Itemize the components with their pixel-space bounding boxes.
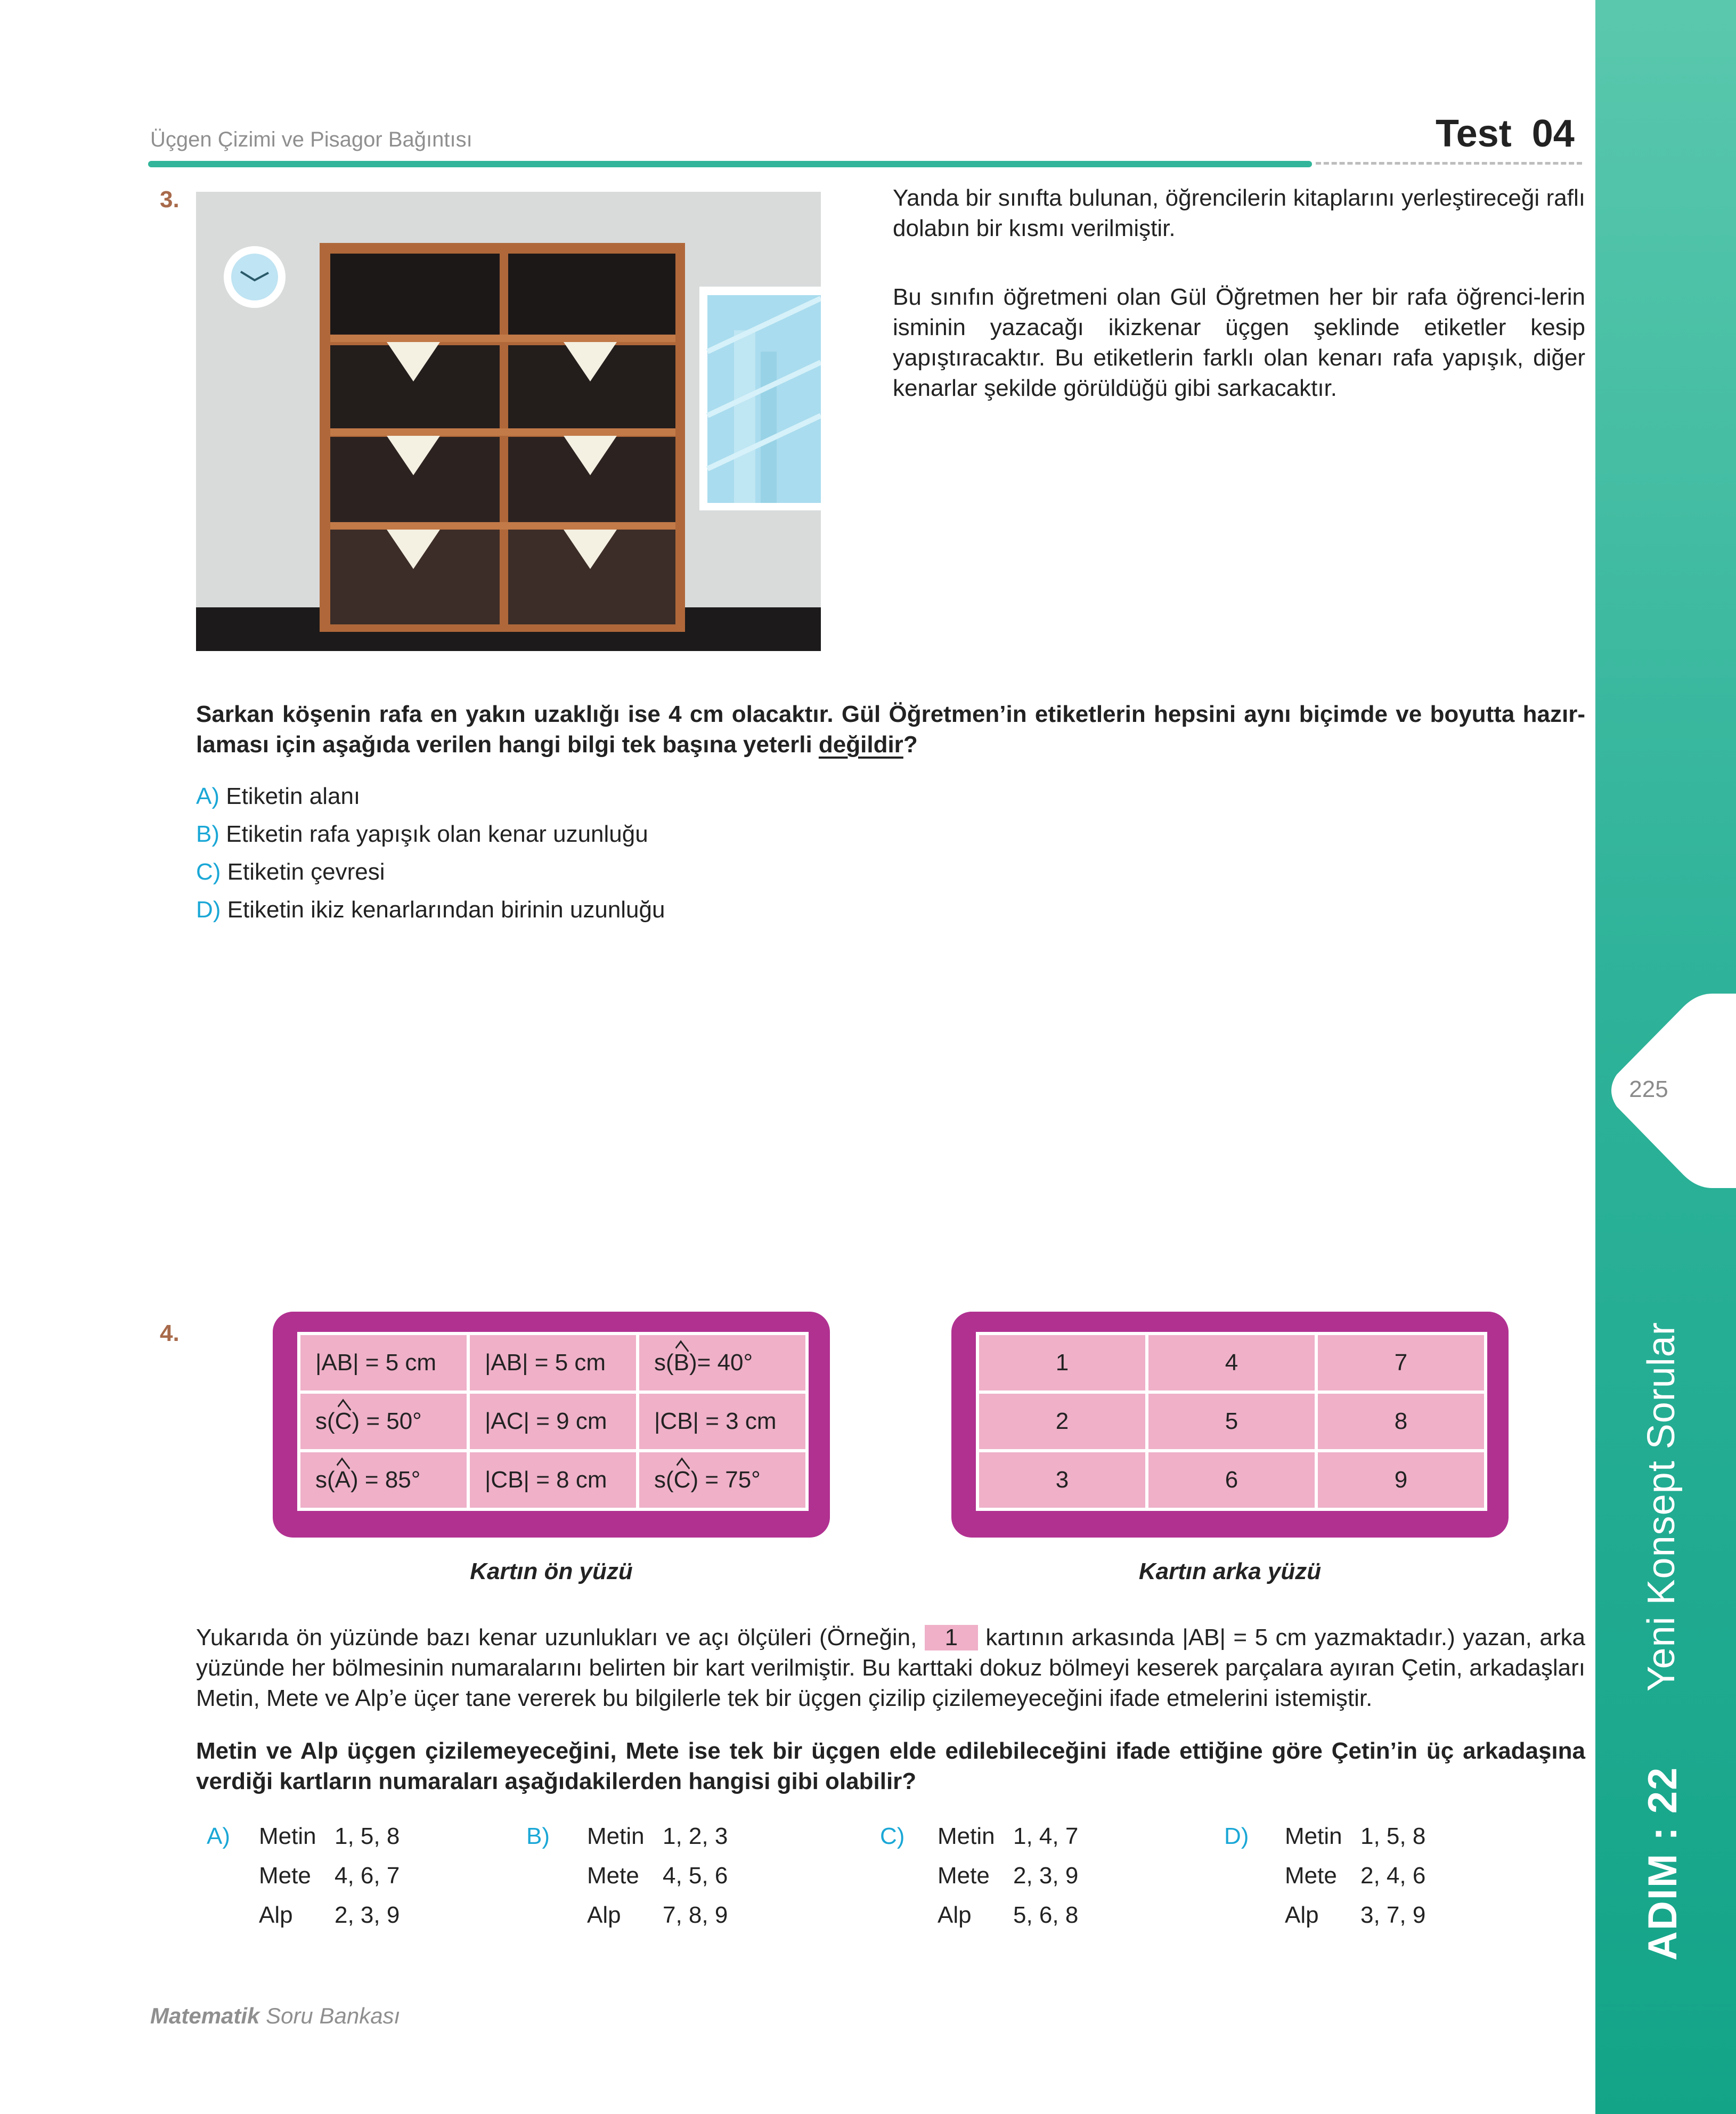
card-front-grid: [297, 1332, 809, 1511]
q3-option-letter: C): [196, 859, 221, 885]
page-number: 225: [1629, 1076, 1668, 1102]
header-dashed-divider: [1316, 162, 1582, 165]
choice-numbers: 2, 3, 9: [335, 1902, 400, 1928]
back-cell: 1: [977, 1334, 1147, 1392]
choice-letter: C): [880, 1823, 905, 1849]
cabinet: [320, 243, 685, 632]
q3-question-underlined: değildir: [818, 731, 903, 758]
front-cell: s(C) = 75°: [638, 1451, 807, 1509]
choice-person: Alp: [587, 1902, 621, 1928]
front-cell: |CB| = 8 cm: [468, 1451, 638, 1509]
q3-option-b[interactable]: [196, 821, 665, 859]
choice-letter: D): [1224, 1823, 1249, 1849]
q3-question-start: Sarkan köşenin rafa en yakın uzaklığı ise 4 cm olacaktır. Gül Öğretmen’in etiketlerin hepsini aynı biçimde ve boyutta hazır-laması için aşağıda verilen hangi bilgi tek başına yeterli: [196, 701, 1585, 758]
q3-option-letter: A): [196, 783, 219, 809]
back-cell: 8: [1316, 1392, 1486, 1451]
q3-option-d[interactable]: [196, 897, 665, 934]
choice-person: Metin: [938, 1823, 995, 1849]
bookshelf-illustration: [196, 192, 821, 651]
header-divider: [148, 161, 1312, 167]
front-cell: |CB| = 3 cm: [638, 1392, 807, 1451]
q3-options: [196, 783, 665, 934]
back-cell: 6: [1147, 1451, 1316, 1509]
choice-person: Metin: [259, 1823, 316, 1849]
q3-question: [196, 699, 1585, 760]
angle-hat: B: [673, 1349, 690, 1376]
header-title: Üçgen Çizimi ve Pisagor Bağıntısı: [150, 128, 472, 151]
q3-intro: Yanda bir sınıfta bulunan, öğrencilerin kitaplarını yerleştireceği raflı dolabın bir kısmı verilmiştir.: [893, 185, 1585, 241]
front-cell: |AB| = 5 cm: [299, 1334, 468, 1392]
card-front: [273, 1312, 830, 1538]
choice-numbers: 2, 3, 9: [1013, 1863, 1079, 1889]
choice-numbers: 1, 4, 7: [1013, 1823, 1079, 1849]
choice-person: Mete: [1285, 1863, 1337, 1889]
footer-brand: Matematik: [150, 2003, 260, 2028]
back-cell: 9: [1316, 1451, 1486, 1509]
q4-text: [196, 1622, 1585, 1713]
card-back: [951, 1312, 1509, 1538]
sidebar-section-title: Yeni Konsept Sorular: [1640, 1322, 1683, 1692]
window-image: [699, 287, 821, 510]
choice-numbers: 2, 4, 6: [1360, 1863, 1426, 1889]
front-cell: s(A) = 85°: [299, 1451, 468, 1509]
choice-person: Alp: [938, 1902, 972, 1928]
q3-body: Bu sınıfın öğretmeni olan Gül Öğretmen her bir rafa öğrenci-lerin isminin yazacağı ikizkenar üçgen şeklinde etiketler kesip yapıştıracaktır. Bu etiketlerin farklı olan kenarı rafa yapışık, diğer kenarlar şekilde görüldüğü gibi sarkacaktır.: [893, 284, 1585, 401]
test-number: 04: [1531, 112, 1575, 155]
test-label: [1436, 112, 1575, 156]
choice-person: Metin: [587, 1823, 645, 1849]
choice-person: Mete: [938, 1863, 990, 1889]
clock-icon: [224, 246, 286, 308]
choice-person: Metin: [1285, 1823, 1342, 1849]
example-card-badge: 1: [925, 1625, 978, 1650]
back-cell: 5: [1147, 1392, 1316, 1451]
q3-option-text: Etiketin ikiz kenarlarından birinin uzunluğu: [227, 897, 665, 923]
front-cell: s(C) = 50°: [299, 1392, 468, 1451]
q3-option-letter: D): [196, 897, 221, 923]
q3-option-text: Etiketin çevresi: [227, 859, 385, 885]
card-front-caption: Kartın ön yüzü: [470, 1558, 633, 1584]
back-cell: 3: [977, 1451, 1147, 1509]
choice-letter: A): [207, 1823, 230, 1849]
choice-numbers: 3, 7, 9: [1360, 1902, 1426, 1928]
back-cell: 4: [1147, 1334, 1316, 1392]
choice-person: Mete: [259, 1863, 311, 1889]
q3-option-text: Etiketin rafa yapışık olan kenar uzunluğu: [226, 821, 648, 847]
choice-numbers: 7, 8, 9: [663, 1902, 728, 1928]
q3-question-end: ?: [903, 731, 918, 758]
choice-numbers: 5, 6, 8: [1013, 1902, 1079, 1928]
q3-option-c[interactable]: [196, 859, 665, 897]
front-cell: s(B)= 40°: [638, 1334, 807, 1392]
choice-numbers: 1, 5, 8: [335, 1823, 400, 1849]
angle-hat: A: [335, 1467, 351, 1493]
angle-hat: C: [335, 1408, 352, 1434]
choice-person: Mete: [587, 1863, 639, 1889]
choice-numbers: 4, 6, 7: [335, 1863, 400, 1889]
q4-question: Metin ve Alp üçgen çizilemeyeceğini, Mete ise tek bir üçgen elde edilebileceğini ifade ettiğine göre Çetin’in üç arkadaşına verdiği kartların numaraları aşağıdakilerden hangisi gibi olabilir?: [196, 1738, 1585, 1794]
q3-option-letter: B): [196, 821, 219, 847]
choice-letter: B): [526, 1823, 550, 1849]
front-cell: |AB| = 5 cm: [468, 1334, 638, 1392]
q3-number: 3.: [160, 186, 180, 213]
q4-number: 4.: [160, 1320, 180, 1346]
footer: [150, 2003, 400, 2029]
angle-hat: C: [673, 1467, 691, 1493]
sidebar-step-label: ADIM : 22: [1640, 1766, 1685, 1961]
card-back-caption: Kartın arka yüzü: [1138, 1558, 1322, 1584]
footer-suffix: Soru Bankası: [266, 2003, 401, 2028]
q4-text-after: kartının arkasında |AB| = 5 cm yazmaktadır.) yazan, arka yüzünde her bölmesinin numaralarını belirten bir kart verilmiştir. Bu karttaki dokuz bölmeyi keserek parçalara ayıran Çetin, arkadaşları Metin, Mete ve Alp’e üçer tane vererek bu bilgilerle tek bir üçgen çizilip çizilemeyeceğini ifade etmelerini istemiştir.: [196, 1624, 1585, 1711]
back-cell: 7: [1316, 1334, 1486, 1392]
choice-numbers: 4, 5, 6: [663, 1863, 728, 1889]
front-cell: |AC| = 9 cm: [468, 1392, 638, 1451]
choice-numbers: 1, 5, 8: [1360, 1823, 1426, 1849]
choice-person: Alp: [259, 1902, 293, 1928]
q3-option-text: Etiketin alanı: [226, 783, 361, 809]
q4-text-before: Yukarıda ön yüzünde bazı kenar uzunlukları ve açı ölçüleri (Örneğin,: [196, 1624, 917, 1650]
test-word: Test: [1436, 112, 1512, 155]
choice-person: Alp: [1285, 1902, 1319, 1928]
back-cell: 2: [977, 1392, 1147, 1451]
choice-numbers: 1, 2, 3: [663, 1823, 728, 1849]
q3-option-a[interactable]: [196, 783, 665, 821]
card-back-grid: [976, 1332, 1487, 1511]
